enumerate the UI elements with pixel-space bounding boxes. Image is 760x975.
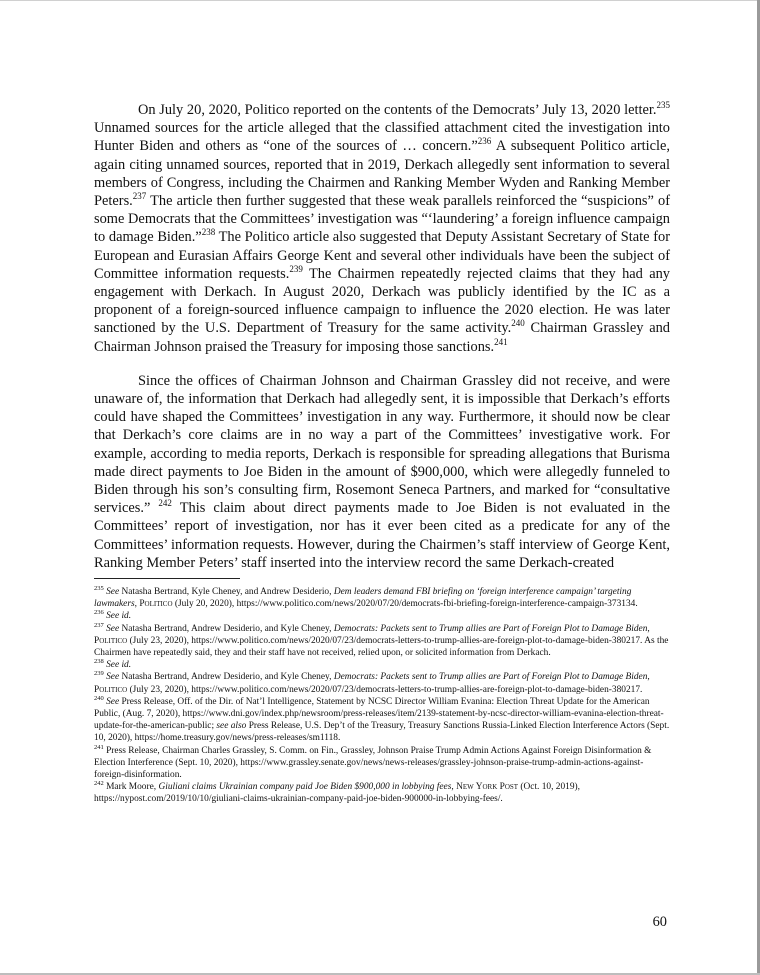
footnote	[94, 671, 670, 695]
footnote-reference: 236	[477, 136, 492, 147]
footnote-separator	[94, 578, 240, 579]
text-run: Natasha Bertrand, Kyle Cheney, and Andrew Desiderio,	[119, 587, 334, 597]
text-run: The article then further suggested that these weak parallels reinforced the “suspicions” of some Democrats that the Committees’ investigation was “‘laundering’ a foreign influence campaign to damage Biden.”	[94, 193, 670, 246]
text-run: Natasha Bertrand, Andrew Desiderio, and Kyle Cheney,	[119, 623, 334, 634]
footnote	[94, 781, 670, 805]
italic-text: Dem leaders demand FBI briefing on ‘foreign interference campaign’ targeting lawmakers	[94, 587, 632, 610]
publication-name: Politico	[139, 599, 173, 610]
text-run: Natasha Bertrand, Andrew Desiderio, and Kyle Cheney,	[119, 672, 334, 683]
page-number: 60	[652, 914, 667, 930]
footnote-reference: 240	[511, 318, 525, 329]
footnote-number: 240	[94, 694, 104, 702]
footnote-reference: 239	[289, 264, 303, 275]
text-run: Mark Moore,	[106, 782, 159, 793]
footnote-reference: 238	[201, 227, 216, 238]
footnote	[94, 696, 670, 745]
footnote-reference: 237	[132, 191, 147, 202]
footnote-number: 242	[94, 780, 104, 788]
italic-text: Democrats: Packets sent to Trump allies are Part of Foreign Plot to Damage Biden	[333, 672, 648, 683]
text-run: ,	[647, 623, 650, 634]
text-run: (July 23, 2020), https://www.politico.com/news/2020/07/23/democrats-letters-to-trump-allies-are-foreign-plot-to-damage-biden-380217. As the Chairmen have repeatedly said, they and their staff have not received, relied upon, or solicited information from Derkach.	[94, 635, 669, 659]
publication-name: Politico	[94, 635, 128, 646]
footnote	[94, 745, 670, 782]
italic-text: See id.	[106, 660, 132, 671]
footnote-number: 239	[94, 670, 104, 678]
footnote-number: 237	[94, 621, 104, 629]
footnote-number: 241	[94, 743, 104, 751]
italic-text: See	[106, 623, 120, 634]
footnote-reference: 242	[158, 498, 172, 509]
text-run: Press Release, Off. of the Dir. of Nat’l Intelligence, Statement by NCSC Director William Evanina: Election Threat Update for the American Public, (Aug. 7, 2020), https://www.dni.gov/index.php/newsroom/press-releases/item/2139-statement-by-ncsc-director-william-evanina-election-threat-update-for-the-american-public;	[94, 696, 664, 732]
text-run: On July 20, 2020, Politico reported on the contents of the Democrats’ July 13, 2020 letter.	[138, 102, 657, 118]
italic-text: Giuliani claims Ukrainian company paid Joe Biden $900,000 in lobbying fees	[158, 782, 452, 793]
text-run: A subsequent Politico article, again citing unnamed sources, reported that in 2019, Derkach allegedly sent information to several members of Congress, including the Chairmen and Ranking Member Wyden and Ranking Member Peters.	[94, 138, 671, 210]
publication-name: New York Post	[456, 782, 519, 793]
footnote-number: 235	[94, 584, 104, 592]
footnote	[94, 586, 670, 610]
footnote-number: 236	[94, 609, 104, 617]
publication-name: Politico	[94, 684, 128, 695]
footnote-number: 238	[94, 658, 104, 666]
footnote	[94, 623, 670, 660]
footnote	[94, 659, 670, 671]
italic-text: Democrats: Packets sent to Trump allies are Part of Foreign Plot to Damage Biden	[333, 623, 648, 634]
italic-text: see also	[216, 721, 247, 732]
footnotes	[94, 586, 670, 806]
text-run: (Oct. 10, 2019), https://nypost.com/2019/10/10/giuliani-claims-ukrainian-company-paid-joe-biden-900000-in-lobbying-fees/.	[94, 782, 581, 805]
italic-text: See	[106, 587, 120, 597]
italic-text: See	[106, 672, 120, 683]
text-run: The Chairmen repeatedly rejected claims that they had any engagement with Derkach. In August 2020, Derkach was publicly identified by the IC as a proponent of a foreign-sourced influence campaign to influence the 2020 election. He was later sanctioned by the U.S. Department of Treasury for the same activity.	[94, 265, 671, 337]
paragraph	[94, 101, 670, 356]
footnote-reference: 241	[494, 336, 508, 347]
text-run: ,	[134, 599, 140, 610]
text-run: The Politico article also suggested that Deputy Assistant Secretary of State for European and Eurasian Affairs George Kent and several other individuals have been the subject of Committee information requests.	[94, 229, 671, 282]
text-run: (July 23, 2020), https://www.politico.com/news/2020/07/23/democrats-letters-to-trump-allies-are-foreign-plot-to-damage-biden-380217.	[127, 684, 643, 695]
body-text	[94, 101, 670, 588]
text-run: Since the offices of Chairman Johnson and Chairman Grassley did not receive, and were unaware of, the information that Derkach had allegedly sent, it is impossible that Derkach’s efforts could have shaped the Committees’ investigation in any way. Furthermore, it should now be clear that Derkach’s core claims are in no way a part of the Committees’ investigative work. For example, according to media reports, Derkach is responsible for spreading allegations that Burisma made direct payments to Joe Biden in the amount of $900,000, which were allegedly funneled to Biden through his son’s consulting firm, Rosemont Seneca Partners, and marked for “consultative services.”	[94, 372, 670, 517]
text-run: Press Release, U.S. Dep’t of the Treasury, Treasury Sanctions Russia-Linked Election Interference Actors (Sept. 10, 2020), https://home.treasury.gov/news/press-releases/sm1118.	[94, 721, 670, 744]
paragraph	[94, 372, 670, 572]
italic-text: See	[106, 696, 120, 707]
text-run: ,	[451, 782, 457, 793]
text-run: ,	[647, 672, 650, 683]
text-run: Chairman Grassley and Chairman Johnson praised the Treasury for imposing those sanctions.	[94, 320, 670, 355]
text-run: Unnamed sources for the article alleged that the classified attachment cited the investigation into Hunter Biden and others as “one of the sources of … concern.”	[94, 120, 670, 155]
text-run: This claim about direct payments made to Joe Biden is not evaluated in the Committees’ report of investigation, nor has it ever been cited as a predicate for any of the Committees’ information requests. However, during the Chairmen’s staff interview of George Kent, Ranking Member Peters’ staff inserted into the interview record the same Derkach-created	[94, 500, 670, 571]
italic-text: See id.	[106, 611, 132, 622]
page-top-edge	[0, 0, 760, 1]
footnote-reference: 235	[656, 100, 670, 111]
text-run: (July 20, 2020), https://www.politico.com/news/2020/07/20/democrats-fbi-briefing-foreign-interference-campaign-373134.	[172, 599, 638, 610]
footnote	[94, 610, 670, 622]
text-run: Press Release, Chairman Charles Grassley, S. Comm. on Fin., Grassley, Johnson Praise Trump Admin Actions Against Foreign Disinformation & Election Interference (Sept. 10, 2020), https://www.grassley.senate.gov/news/news-releases/grassley-johnson-praise-trump-admin-actions-against-foreign-disinformation.	[94, 745, 652, 781]
